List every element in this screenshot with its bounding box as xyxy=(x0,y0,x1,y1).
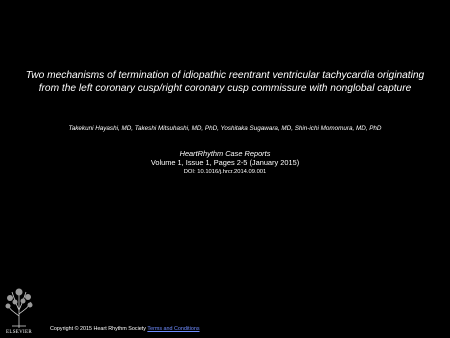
copyright-text: Copyright © 2015 Heart Rhythm Society xyxy=(50,326,146,332)
elsevier-tree-icon xyxy=(4,286,34,330)
terms-link[interactable]: Terms and Conditions xyxy=(147,326,200,332)
journal-issue: Volume 1, Issue 1, Pages 2-5 (January 2015) xyxy=(150,158,300,168)
doi: DOI: 10.1016/j.hrcr.2014.09.001 xyxy=(183,168,267,175)
author-list: Takekuni Hayashi, MD, Takeshi Mitsuhashi, MD, PhD, Yoshitaka Sugawara, MD, Shin-ichi Momomura, MD, PhD xyxy=(68,125,382,132)
article-title: Two mechanisms of termination of idiopathic reentrant ventricular tachycardia originating from the left coronary cusp/right coronary cusp commissure with nonglobal capture xyxy=(25,70,425,94)
elsevier-logo-text: ELSEVIER xyxy=(5,330,32,335)
journal-name: HeartRhythm Case Reports xyxy=(179,149,271,158)
journal-info xyxy=(20,149,430,176)
copyright-line xyxy=(50,326,200,333)
